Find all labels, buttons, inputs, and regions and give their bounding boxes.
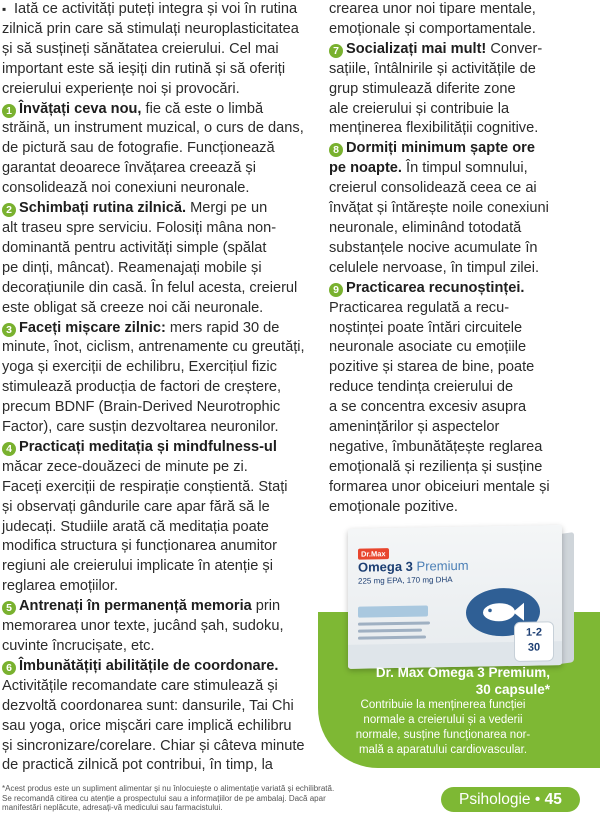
section-1-title: Învățați ceva nou, (19, 100, 142, 117)
section-5-heading: 5 Antrenați în permanență memoria prin (2, 597, 314, 617)
section-1-heading: 1 Învățați ceva nou, fie că este o limbă (2, 100, 314, 120)
section-8-heading (329, 139, 565, 159)
section-9-line: formarea unor obiceiuri mentale și (329, 478, 550, 495)
product-box-tag (358, 605, 428, 617)
section-7-title: Socializați mai mult! (346, 40, 487, 57)
left-column (2, 0, 314, 776)
section-9-line: Practicarea regulată a recu- (329, 299, 510, 316)
section-4-line: modifica structura și funcționarea anumitor (2, 538, 277, 555)
section-9-line: emoționale pozitive. (329, 498, 458, 515)
section-4-line: regiuni ale creierului implicate în atenție și (2, 558, 273, 575)
number-badge-8: 8 (329, 143, 343, 157)
section-name: Psihologie (459, 791, 531, 808)
disclaimer-footnote: *Acest produs este un supliment alimentar și nu înlocuiește o alimentație variată și echilibrată. Se recomandă citirea cu atenție a prospectului sau a informațiilor de pe ambalaj. Dacă apar manifestări neplăcute, adresați-vă medicului sau farmacistului. (2, 784, 335, 812)
bullet-dot-icon: ▪ (2, 2, 7, 16)
number-badge-9: 9 (329, 283, 343, 297)
intro-line: zilnică prin care să stimulați neuroplasticitatea (2, 20, 299, 37)
brand-logo: Dr.Max (358, 548, 389, 560)
number-badge-2: 2 (2, 203, 16, 217)
section-3-line: precum BDNF (Brain-Derived Neurotrophic (2, 399, 281, 416)
section-8-line: substanțele nocive acumulate în (329, 239, 538, 256)
section-7-line: sațiile, întâlnirile și activitățile de (329, 60, 536, 77)
section-4-line: judecați. Studiile arată că meditația poate (2, 518, 269, 535)
section-2-line: decorațiunile din casă. În felul acesta, creierul (2, 279, 298, 296)
section-2-line: pe dinți, mâncat). Reamenajați mobile și (2, 259, 262, 276)
section-4-heading (2, 438, 314, 458)
section-9-title: Practicarea recunoștinței. (346, 279, 525, 296)
section-1-line: consolidează noi conexiuni neuronale. (2, 180, 250, 197)
section-8-line: creierul consolidează ceea ce ai (329, 180, 537, 197)
section-6-line: și sincronizare/corelare. Chiar și câteva minute (2, 737, 305, 754)
section-9-line: emoțională și reziliența și susține (329, 458, 543, 475)
number-badge-4: 4 (2, 442, 16, 456)
section-2-title: Schimbați rutina zilnică. (19, 200, 187, 217)
section-9-line: negative, îmbunătățește reglarea (329, 438, 543, 455)
section-3-line: stimulează producția de factori de creștere, (2, 379, 282, 396)
section-4-title: Practicați meditația și mindfulness-ul (19, 438, 277, 455)
section-1-line: de pictură sau de fotografie. Funcționează (2, 140, 275, 157)
section-3-line: yoga și exerciții de echilibru, Exercițiul fizic (2, 359, 277, 376)
section-8-heading-cont: pe noapte. În timpul somnului, (329, 160, 528, 177)
intro-line: creierului experiențe noi și provocări. (2, 80, 240, 97)
page-number: 45 (544, 791, 562, 808)
product-box-dose: 225 mg EPA, 170 mg DHA (358, 575, 453, 586)
section-6-title: Îmbunătățiți abilitățile de coordonare. (19, 657, 279, 674)
section-9-heading (329, 279, 565, 299)
section-5-line: memorarea unor texte, jucând șah, sudoku, (2, 618, 284, 635)
section-9-line: noștinței poate întări circuitele (329, 319, 523, 336)
product-box (348, 525, 562, 669)
intro-line: important este să ieșiți din rutină și să oferiți (2, 60, 286, 77)
continuation-line: crearea unor noi tipare mentale, (329, 1, 536, 17)
section-8-line: celulele nervoase, în timpul zilei. (329, 259, 540, 276)
number-badge-7: 7 (329, 44, 343, 58)
section-8-line: învățat și întărește noile conexiuni (329, 200, 549, 217)
section-6-line: Activitățile recomandate care stimulează și (2, 677, 278, 694)
product-box-side (560, 532, 574, 664)
section-1-line: străină, un instrument muzical, o curs de dans, (2, 120, 304, 137)
product-box-text-line (358, 629, 422, 633)
section-3-line: minute, înot, ciclism, antrenamente cu greutăți, (2, 339, 305, 356)
section-3-title: Faceți mișcare zilnic: (19, 319, 166, 336)
product-box-text-line (358, 621, 430, 625)
product-description: Contribuie la menținerea funcției normale a creierului și a vederii normale, susține funcționarea nor- mală a aparatului cardiovascular. (355, 699, 531, 756)
section-9-line: amenințărilor și aspectelor (329, 419, 500, 436)
section-4-line: măcar zece-douăzeci de minute pe zi. (2, 458, 248, 475)
number-badge-1: 1 (2, 104, 16, 118)
section-7-line: ale creierului și contribuie la (329, 100, 510, 117)
right-column (329, 0, 565, 518)
number-badge-5: 5 (2, 601, 16, 615)
number-badge-6: 6 (2, 661, 16, 675)
section-3-heading: 3 Faceți mișcare zilnic: mers rapid 30 de (2, 319, 314, 339)
section-8-title: Dormiți minimum șapte ore (346, 140, 535, 157)
section-6-heading (2, 657, 314, 677)
section-7-line: menținerea flexibilității cognitive. (329, 120, 539, 137)
capsule-count-badge: 1-2 30 (514, 621, 554, 662)
section-4-line: reglarea emoțiilor. (2, 578, 118, 595)
section-2-line: alt traseu spre serviciu. Folosiți mâna non- (2, 219, 277, 236)
section-9-line: a se concentra excesiv asupra (329, 399, 527, 416)
section-6-line: de practică zilnică pot contribui, în timp, la (2, 757, 273, 774)
section-5-title: Antrenați în permanență memoria (19, 598, 252, 615)
number-badge-3: 3 (2, 323, 16, 337)
section-4-line: Faceți exerciții de respirație conștientă. Stați (2, 478, 288, 495)
product-title: Dr. Max Omega 3 Premium, 30 capsule* (375, 665, 550, 697)
section-6-line: sau yoga, orice mișcări care implică echilibru (2, 717, 292, 734)
section-1-line: garantat deoarece învățarea creează și (2, 160, 256, 177)
separator: • (530, 791, 545, 808)
intro-line: și să susțineți sănătatea creierului. Cel mai (2, 40, 279, 57)
section-8-line: neuronale, eliminând totodată (329, 219, 522, 236)
section-6-line: dezvoltă coordonarea sunt: dansurile, Tai Chi (2, 697, 294, 714)
section-2-line: dominantă pentru activități simple (spălat (2, 239, 267, 256)
section-9-line: reduce tendința creierului de (329, 379, 514, 396)
section-2-heading: 2 Schimbați rutina zilnică. Mergi pe un (2, 199, 314, 219)
section-4-line: și observați gândurile care apar fără să le (2, 498, 270, 515)
product-box-text-line (358, 636, 426, 640)
section-3-line: Factor), care susțin dezvoltarea neuronilor. (2, 419, 279, 436)
intro-line: ▪ Iată ce activități puteți integra și voi în rutina (2, 0, 314, 20)
continuation-line: emoționale și comportamentale. (329, 20, 536, 37)
section-7-line: grup stimulează diferite zone (329, 80, 516, 97)
product-box-name: Omega 3 Premium (358, 557, 469, 575)
section-2-line: este obligat să creeze noi căi neuronale. (2, 299, 264, 316)
section-7-heading: 7 Socializați mai mult! Conver- (329, 40, 565, 60)
section-5-line: cuvinte încrucișate, etc. (2, 638, 155, 654)
section-9-line: pozitive și starea de bine, poate (329, 359, 535, 376)
page-footer-pill (441, 787, 580, 812)
section-9-line: neuronale asociate cu emoțiile (329, 339, 527, 356)
